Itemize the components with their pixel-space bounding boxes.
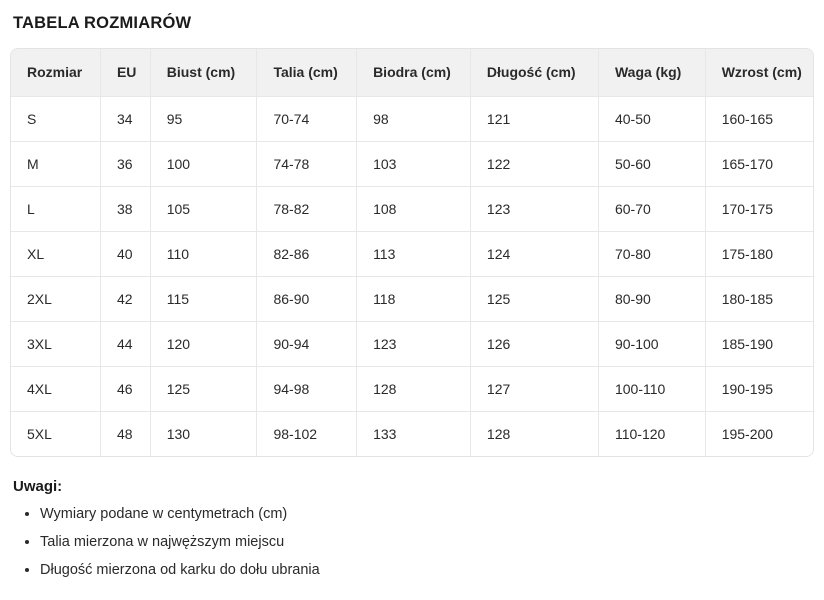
cell-waga: 110-120 xyxy=(598,412,705,457)
cell-waga: 90-100 xyxy=(598,322,705,367)
cell-eu: 42 xyxy=(100,277,150,322)
table-row-l xyxy=(11,187,813,232)
cell-size: L xyxy=(11,187,100,232)
cell-eu: 48 xyxy=(100,412,150,457)
cell-eu: 44 xyxy=(100,322,150,367)
cell-dlugosc: 121 xyxy=(470,97,598,142)
cell-biust: 130 xyxy=(150,412,257,457)
cell-talia: 70-74 xyxy=(257,97,357,142)
cell-wzrost: 185-190 xyxy=(705,322,813,367)
cell-biust: 105 xyxy=(150,187,257,232)
cell-dlugosc: 124 xyxy=(470,232,598,277)
note-item-units: • Wymiary podane w centymetrach (cm) xyxy=(40,506,814,523)
table-row-2xl xyxy=(11,277,813,322)
note-item-waist: • Talia mierzona w najwęższym miejscu xyxy=(40,534,814,551)
cell-size: 4XL xyxy=(11,367,100,412)
cell-eu: 36 xyxy=(100,142,150,187)
cell-eu: 46 xyxy=(100,367,150,412)
cell-biodra: 128 xyxy=(357,367,471,412)
note-item-length: • Długość mierzona od karku do dołu ubrania xyxy=(40,562,814,579)
cell-wzrost: 165-170 xyxy=(705,142,813,187)
cell-talia: 94-98 xyxy=(257,367,357,412)
cell-biodra: 103 xyxy=(357,142,471,187)
cell-biust: 95 xyxy=(150,97,257,142)
cell-biust: 100 xyxy=(150,142,257,187)
table-header-row xyxy=(11,49,813,97)
cell-dlugosc: 128 xyxy=(470,412,598,457)
cell-dlugosc: 122 xyxy=(470,142,598,187)
cell-size: 2XL xyxy=(11,277,100,322)
column-header-eu: EU xyxy=(100,49,150,97)
cell-eu: 40 xyxy=(100,232,150,277)
cell-size: 5XL xyxy=(11,412,100,457)
table-row-xl xyxy=(11,232,813,277)
table-row-5xl xyxy=(11,412,813,457)
cell-dlugosc: 123 xyxy=(470,187,598,232)
size-table xyxy=(11,49,813,456)
column-header-talia: Talia (cm) xyxy=(257,49,357,97)
cell-wzrost: 190-195 xyxy=(705,367,813,412)
cell-biust: 125 xyxy=(150,367,257,412)
cell-dlugosc: 125 xyxy=(470,277,598,322)
cell-talia: 78-82 xyxy=(257,187,357,232)
cell-dlugosc: 127 xyxy=(470,367,598,412)
table-row-m xyxy=(11,142,813,187)
cell-waga: 70-80 xyxy=(598,232,705,277)
table-row-3xl xyxy=(11,322,813,367)
cell-talia: 90-94 xyxy=(257,322,357,367)
cell-biodra: 113 xyxy=(357,232,471,277)
cell-eu: 34 xyxy=(100,97,150,142)
cell-wzrost: 160-165 xyxy=(705,97,813,142)
cell-wzrost: 170-175 xyxy=(705,187,813,232)
notes-heading: Uwagi: xyxy=(13,478,63,495)
cell-dlugosc: 126 xyxy=(470,322,598,367)
cell-talia: 86-90 xyxy=(257,277,357,322)
notes-list xyxy=(13,506,814,579)
cell-talia: 74-78 xyxy=(257,142,357,187)
cell-eu: 38 xyxy=(100,187,150,232)
cell-waga: 80-90 xyxy=(598,277,705,322)
column-header-biodra: Biodra (cm) xyxy=(357,49,471,97)
cell-talia: 82-86 xyxy=(257,232,357,277)
cell-size: M xyxy=(11,142,100,187)
size-table-container xyxy=(10,48,814,457)
cell-talia: 98-102 xyxy=(257,412,357,457)
column-header-rozmiar: Rozmiar xyxy=(11,49,100,97)
cell-waga: 100-110 xyxy=(598,367,705,412)
cell-biodra: 123 xyxy=(357,322,471,367)
cell-waga: 60-70 xyxy=(598,187,705,232)
cell-wzrost: 180-185 xyxy=(705,277,813,322)
column-header-waga: Waga (kg) xyxy=(598,49,705,97)
cell-size: 3XL xyxy=(11,322,100,367)
table-row-s xyxy=(11,97,813,142)
cell-waga: 50-60 xyxy=(598,142,705,187)
cell-biodra: 118 xyxy=(357,277,471,322)
cell-biust: 120 xyxy=(150,322,257,367)
cell-biodra: 98 xyxy=(357,97,471,142)
cell-wzrost: 195-200 xyxy=(705,412,813,457)
cell-size: XL xyxy=(11,232,100,277)
cell-biust: 115 xyxy=(150,277,257,322)
column-header-dlugosc: Długość (cm) xyxy=(470,49,598,97)
notes-section xyxy=(10,478,814,579)
cell-wzrost: 175-180 xyxy=(705,232,813,277)
cell-waga: 40-50 xyxy=(598,97,705,142)
cell-biodra: 108 xyxy=(357,187,471,232)
page-title: TABELA ROZMIARÓW xyxy=(13,14,192,32)
cell-biodra: 133 xyxy=(357,412,471,457)
table-row-4xl xyxy=(11,367,813,412)
cell-biust: 110 xyxy=(150,232,257,277)
column-header-wzrost: Wzrost (cm) xyxy=(705,49,813,97)
column-header-biust: Biust (cm) xyxy=(150,49,257,97)
cell-size: S xyxy=(11,97,100,142)
